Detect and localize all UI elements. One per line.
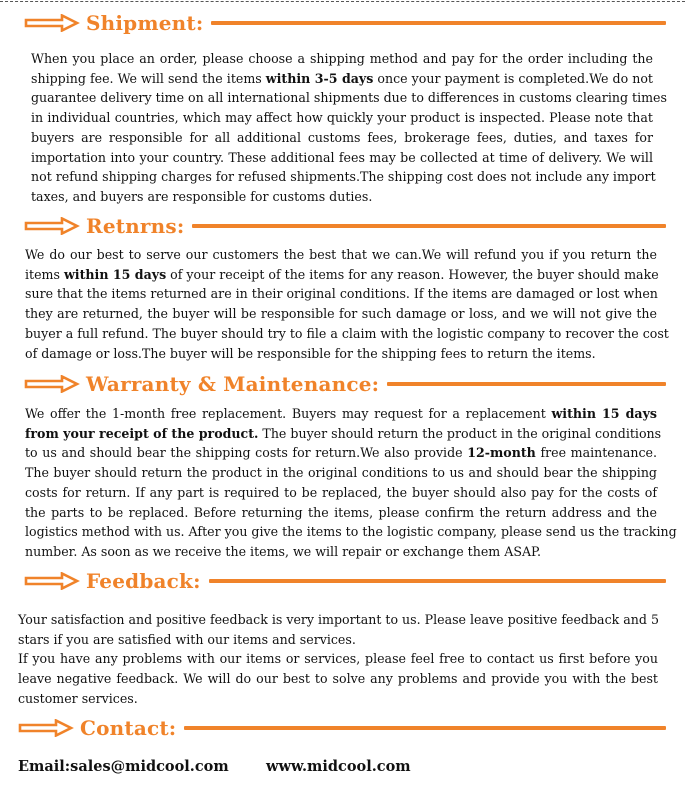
text-line: not refund shipping charges for refused shipments.The shipping cost does not include any import — [31, 169, 656, 185]
text-line: importation into your country. These additional fees may be collected at time of delivery. We will — [31, 149, 653, 165]
contact-header — [18, 715, 666, 741]
right-arrow-outline-icon — [24, 572, 80, 590]
feedback-rule — [209, 579, 666, 583]
text-line: items within 15 days of your receipt of the items for any reason. However, the buyer should make — [25, 266, 659, 282]
text-line: logistics method with us. After you give the items to the logistic company, please send us the tracking — [25, 524, 677, 540]
shipment-title: Shipment: — [86, 11, 204, 35]
emphasis: from your receipt of the product. — [25, 425, 259, 441]
text-line: leave negative feedback. We will do our best to solve any problems and provide you with the best — [18, 671, 658, 687]
text-line: We offer the 1-month free replacement. Buyers may request for a replacement within 15 days — [25, 406, 657, 421]
text-line: taxes, and buyers are responsible for customs duties. — [31, 188, 373, 204]
text-line: Your satisfaction and positive feedback is very important to us. Please leave positive feedback and 5 — [18, 612, 659, 627]
text-line: costs for return. If any part is required to be replaced, the buyer should also pay for the costs of — [25, 484, 657, 500]
text-line: of damage or loss.The buyer will be responsible for the shipping fees to return the items. — [25, 345, 596, 361]
shipment-text — [31, 49, 667, 207]
top-divider — [0, 0, 685, 3]
feedback-text — [18, 610, 658, 709]
contact-title: Contact: — [80, 716, 177, 740]
returns-text — [25, 245, 669, 363]
text-line: guarantee delivery time on all international shipments due to differences in customs clearing times — [31, 90, 667, 106]
warranty-text — [25, 404, 677, 562]
text-line: number. As soon as we receive the items, we will repair or exchange them ASAP. — [25, 543, 541, 559]
right-arrow-outline-icon — [24, 375, 80, 393]
warranty-title: Warranty & Maintenance: — [86, 372, 380, 396]
returns-rule — [192, 224, 666, 228]
text-line: We do our best to serve our customers the best that we can.We will refund you if you return the — [25, 247, 657, 262]
feedback-header — [24, 568, 666, 594]
emphasis: 12-month — [467, 445, 536, 461]
text-line: buyers are responsible for all additional customs fees, brokerage fees, duties, and taxes for — [31, 129, 653, 145]
text-line: stars if you are satisfied with our items and services. — [18, 631, 356, 647]
text-line: customer services. — [18, 690, 138, 706]
text-line: If you have any problems with our items or services, please feel free to contact us first before you — [18, 651, 658, 667]
emphasis: within 15 days — [63, 266, 167, 282]
text-line: shipping fee. We will send the items within 3-5 days once your payment is completed.We do not — [31, 70, 653, 86]
text-line: buyer a full refund. The buyer should try to file a claim with the logistic company to recover the cost — [25, 325, 669, 341]
shipment-rule — [211, 21, 666, 25]
text-line: When you place an order, please choose a shipping method and pay for the order including the — [31, 51, 653, 66]
right-arrow-outline-icon — [18, 719, 74, 737]
emphasis: within 15 days — [551, 406, 657, 421]
text-line: they are returned, the buyer will be responsible for such damage or loss, and we will not give the — [25, 306, 657, 322]
warranty-header — [24, 371, 666, 397]
returns-title: Retnrns: — [86, 214, 185, 238]
text-line: to us and should bear the shipping costs for return.We also provide 12-month free maintenance. — [25, 445, 657, 461]
contact-website[interactable]: www.midcool.com — [266, 758, 411, 775]
text-line: the parts to be replaced. Before returning the items, please confirm the return address and the — [25, 504, 657, 520]
right-arrow-outline-icon — [24, 217, 80, 235]
text-line: sure that the items returned are in their original conditions. If the items are damaged or lost when — [25, 286, 658, 302]
contact-email[interactable]: Email:sales@midcool.com — [18, 758, 229, 775]
returns-header — [24, 213, 666, 239]
feedback-title: Feedback: — [86, 569, 201, 593]
text-line: The buyer should return the product in the original conditions to us and should bear the shipping — [25, 465, 657, 481]
text-line: in individual countries, which may affect how quickly your product is inspected. Please note that — [31, 110, 653, 126]
shipment-header — [24, 10, 666, 36]
contact-rule — [184, 726, 666, 730]
text-line: from your receipt of the product. The buyer should return the product in the original conditions — [25, 425, 662, 441]
right-arrow-outline-icon — [24, 14, 80, 32]
emphasis: within 3-5 days — [265, 70, 374, 86]
warranty-rule — [387, 382, 666, 386]
